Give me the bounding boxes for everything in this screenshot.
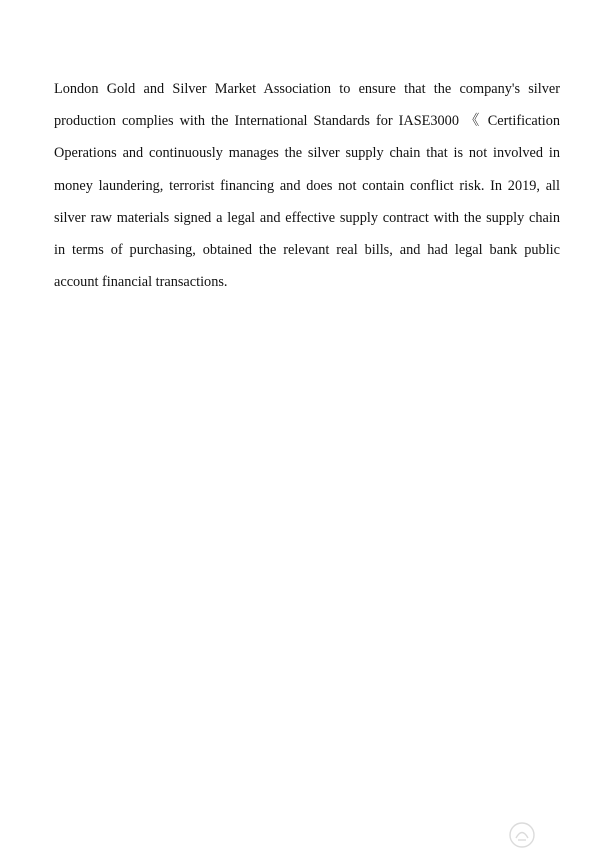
paragraph-line: account financial transactions. — [54, 274, 228, 291]
paragraph-line: in terms of purchasing, obtained the relevant real bills, and had legal bank public — [54, 241, 560, 258]
paragraph-line: production complies with the International Standards for IASE3000 《 Certification — [54, 113, 560, 130]
body-paragraph — [54, 73, 560, 298]
paragraph-line: London Gold and Silver Market Association to ensure that the company's silver — [54, 81, 560, 97]
logo-icon — [508, 821, 536, 849]
watermark — [508, 819, 602, 855]
paragraph-line: silver raw materials signed a legal and effective supply contract with the supply chain — [54, 209, 560, 226]
paragraph-line: money laundering, terrorist financing and does not contain conflict risk. In 2019, all — [54, 177, 560, 194]
paragraph-line: Operations and continuously manages the silver supply chain that is not involved in — [54, 145, 560, 162]
